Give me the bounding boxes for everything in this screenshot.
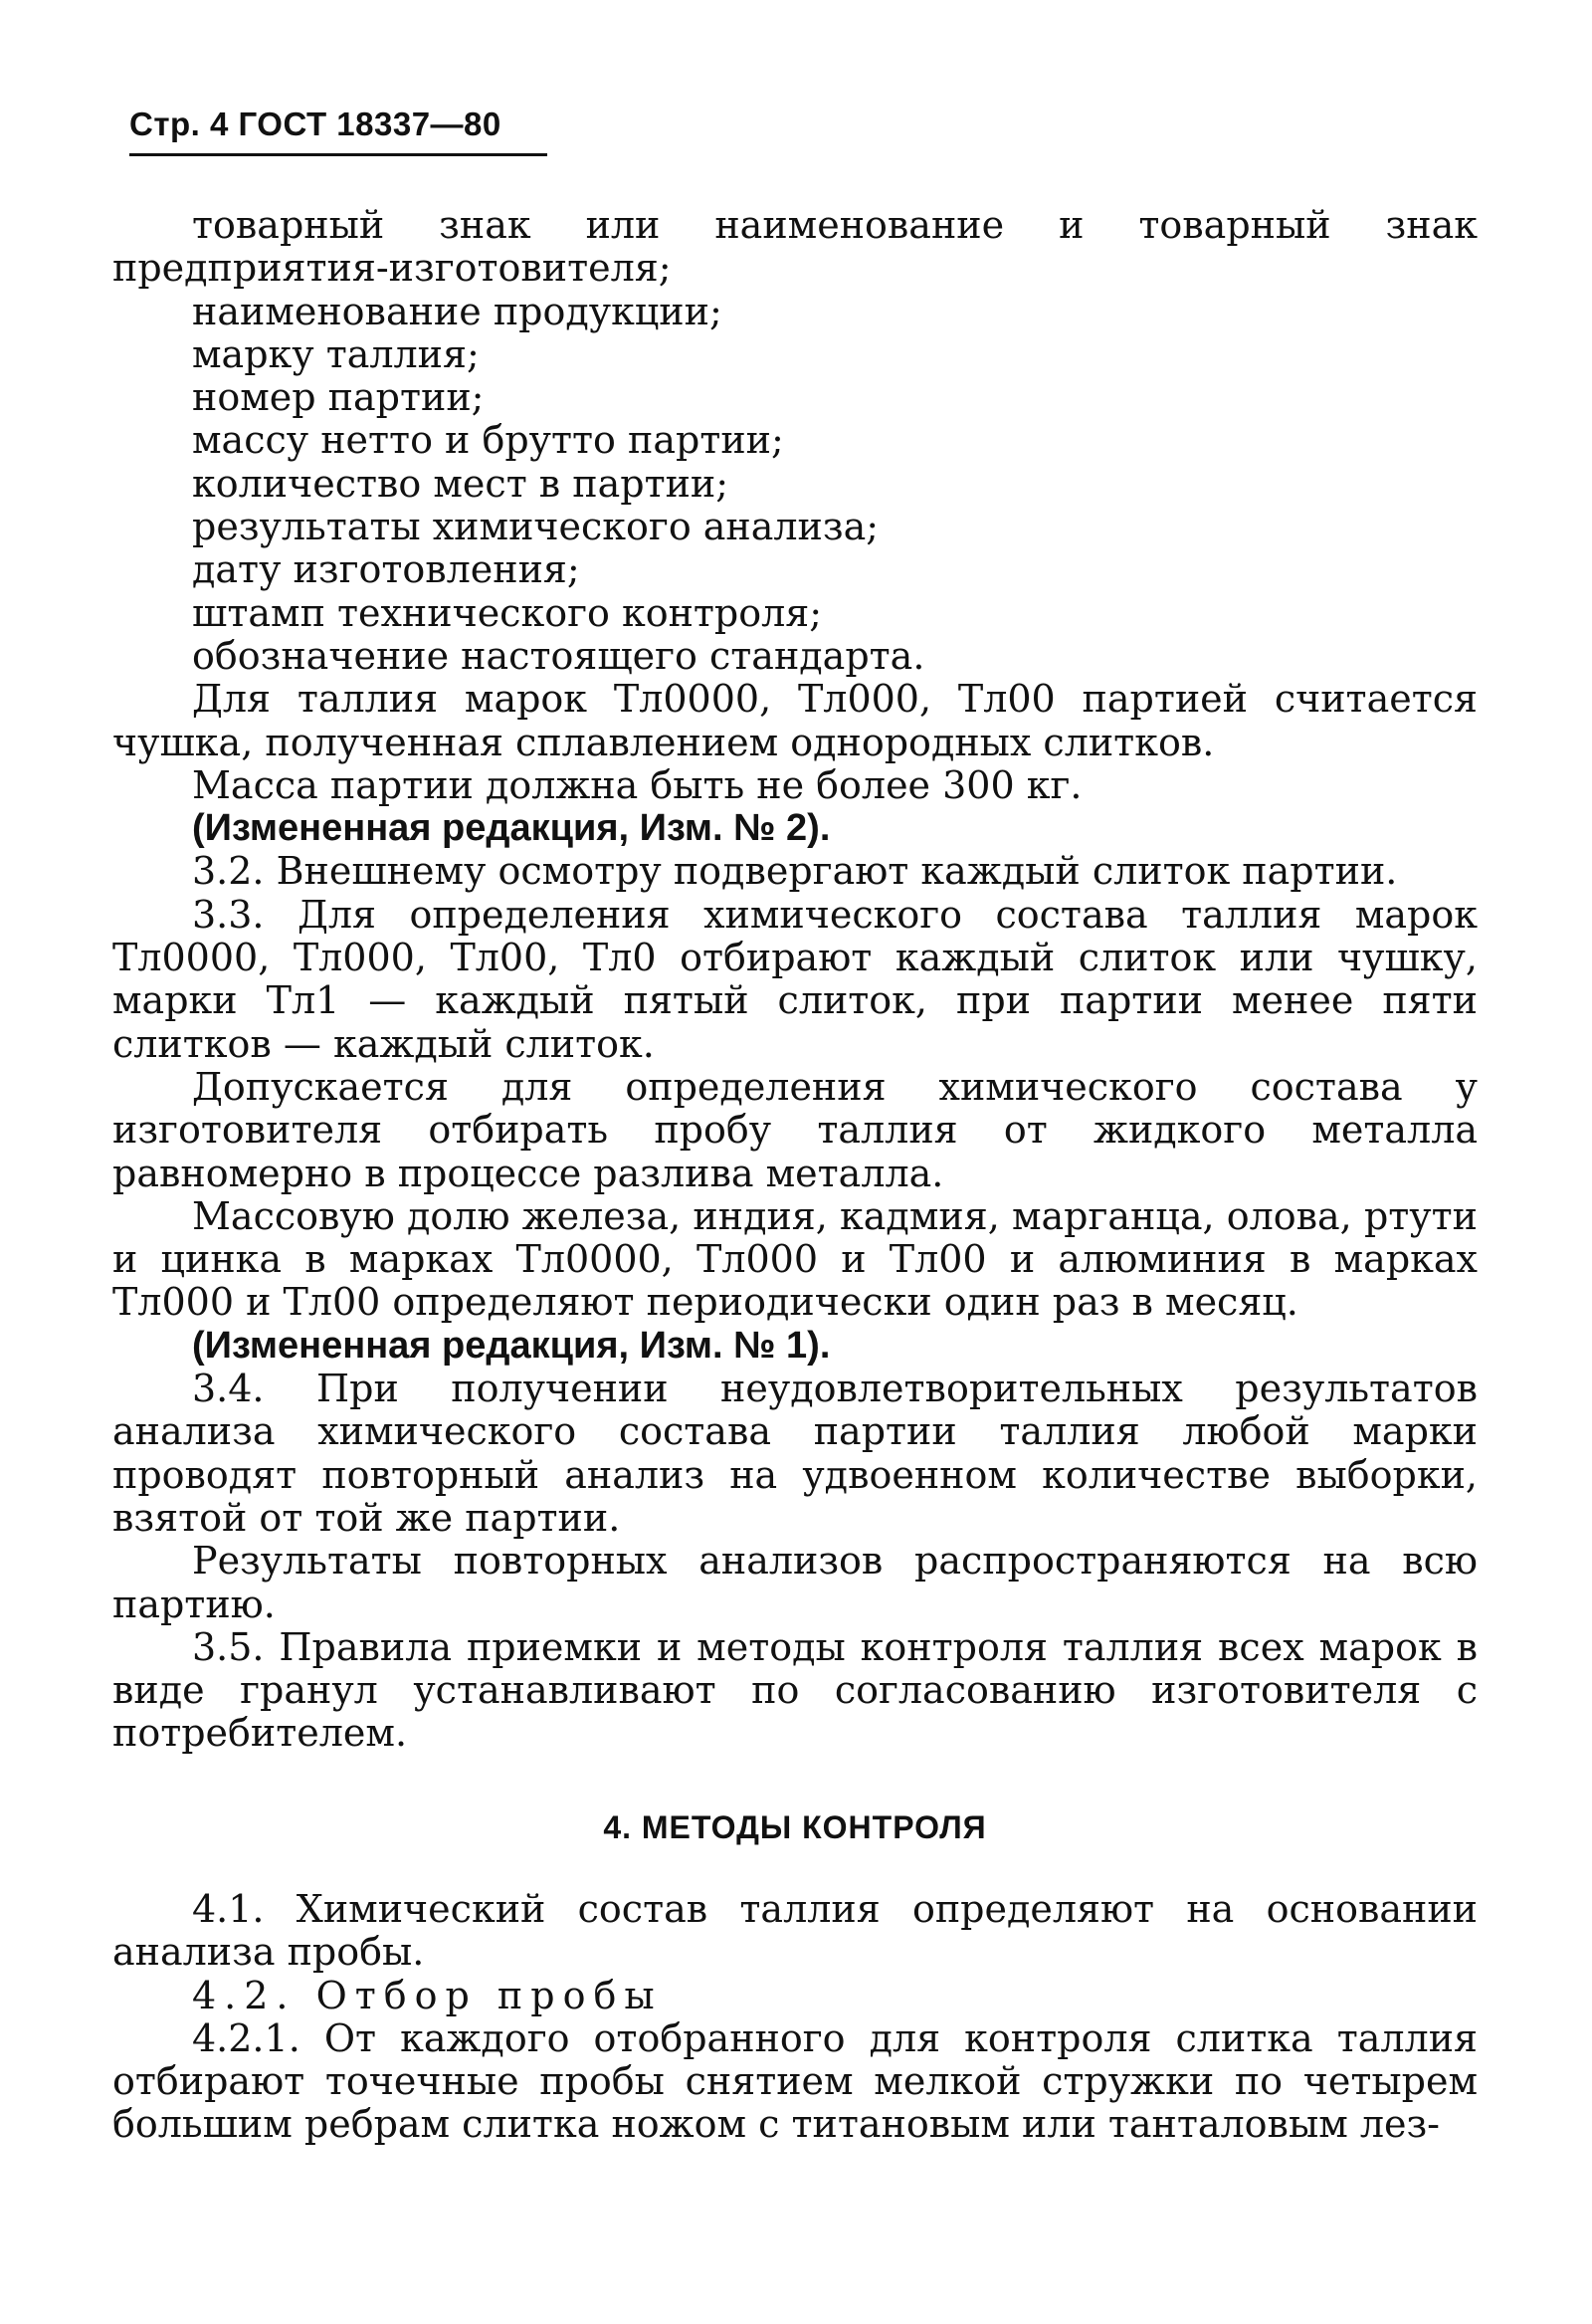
document-body	[112, 204, 1478, 2147]
list-item: штамп технического контроля;	[192, 590, 823, 635]
list-item: номер партии;	[192, 375, 485, 420]
clause-3-4: 3.4. При получении неудовлетворительных результатов анализа химического состава партии таллия любой марки проводят повторный анализ на удвоенном количестве выборки, взятой от той же партии.	[112, 1367, 1478, 1540]
paragraph: Для таллия марок Тл0000, Тл000, Тл00 партией считается чушка, полученная сплавлением однородных слитков.	[112, 677, 1478, 764]
list-item: марку таллия;	[192, 331, 480, 376]
list-item: количество мест в партии;	[192, 461, 729, 506]
clause-3-2: 3.2. Внешнему осмотру подвергают каждый слиток партии.	[192, 849, 1398, 894]
clause-4-2-1: 4.2.1. От каждого отобранного для контроля слитка таллия отбирают точечные пробы снятием мелкой стружки по четырем большим ребрам слитка ножом с титановым или танталовым лез-	[112, 2015, 1478, 2147]
amendment-note: (Измененная редакция, Изм. № 1).	[192, 1324, 831, 1367]
list-item: наименование продукции;	[192, 289, 722, 333]
clause-4-2: 4.2. Отбор пробы	[192, 1973, 663, 2017]
paragraph: Масса партии должна быть не более 300 кг.	[192, 762, 1083, 807]
paragraph: Массовую долю железа, индия, кадмия, марганца, олова, ртути и цинка в марках Тл0000, Тл000 и Тл00 и алюминия в марках Тл000 и Тл00 определяют периодически один раз в месяц.	[112, 1193, 1478, 1325]
list-item: массу нетто и брутто партии;	[192, 418, 784, 463]
section-title: 4. МЕТОДЫ КОНТРОЛЯ	[603, 1808, 987, 1845]
page-header: Стр. 4 ГОСТ 18337—80	[129, 106, 547, 156]
list-item: результаты химического анализа;	[192, 505, 880, 549]
amendment-note: (Измененная редакция, Изм. № 2).	[192, 807, 831, 850]
list-item: обозначение настоящего стандарта.	[192, 633, 925, 678]
clause-4-1: 4.1. Химический состав таллия определяют на основании анализа пробы.	[112, 1886, 1478, 1975]
list-item: дату изготовления;	[192, 547, 580, 592]
paragraph: Результаты повторных анализов распространяются на всю партию.	[112, 1539, 1478, 1626]
paragraph: Допускается для определения химического состава у изготовителя отбирать пробу таллия от жидкого металла равномерно в процессе разлива металла.	[112, 1064, 1478, 1195]
list-item: товарный знак или наименование и товарный знак предприятия-изготовителя;	[112, 203, 1478, 291]
clause-3-5: 3.5. Правила приемки и методы контроля таллия всех марок в виде гранул устанавливают по согласованию изготовителя с потребителем.	[112, 1624, 1478, 1756]
clause-3-3: 3.3. Для определения химического состава таллия марок Тл0000, Тл000, Тл00, Тл0 отбирают каждый слиток или чушку, марки Тл1 — каждый пятый слиток, при партии менее пяти слитков — каждый слиток.	[112, 892, 1478, 1066]
